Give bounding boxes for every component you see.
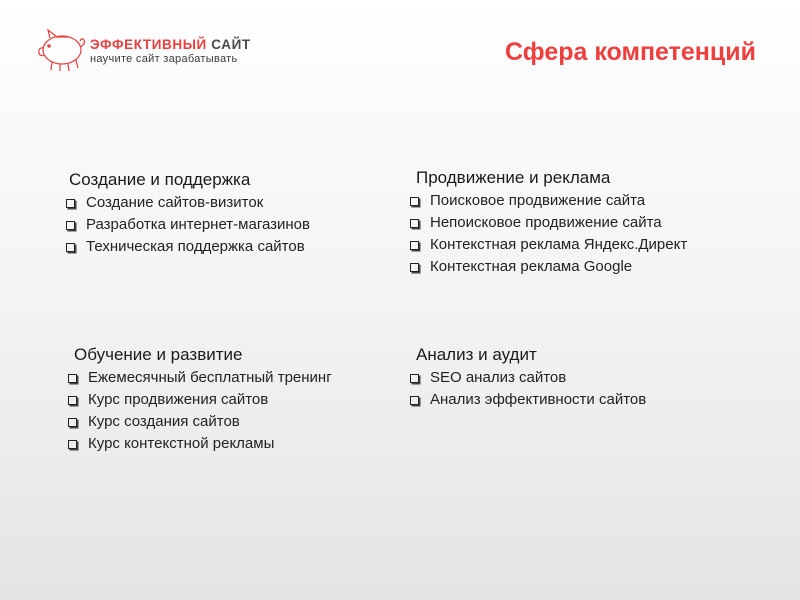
section-promotion-advertising xyxy=(410,168,687,278)
list-item-text: Контекстная реклама Яндекс.Директ xyxy=(430,236,688,253)
list-item xyxy=(68,389,332,411)
list-item xyxy=(410,234,687,256)
bullet-list xyxy=(66,192,310,258)
checkbox-bullet-icon xyxy=(66,199,75,208)
logo-brand-part2: САЙТ xyxy=(211,37,251,52)
logo-brand-name xyxy=(90,37,251,52)
list-item-text: Контекстная реклама Google xyxy=(430,258,633,275)
list-item xyxy=(68,411,332,433)
section-training-development xyxy=(68,345,332,455)
list-item-text: Анализ эффективности сайтов xyxy=(430,391,647,408)
section-heading: Обучение и развитие xyxy=(74,345,243,364)
section-heading: Создание и поддержка xyxy=(69,170,251,189)
bullet-list xyxy=(410,190,687,278)
list-item xyxy=(410,190,687,212)
piggy-bank-icon xyxy=(36,20,88,76)
list-item-text: Ежемесячный бесплатный тренинг xyxy=(88,369,332,386)
bullet-list xyxy=(410,367,646,411)
list-item-text: Создание сайтов-визиток xyxy=(86,194,264,211)
list-item-text: Курс продвижения сайтов xyxy=(88,391,269,408)
site-logo xyxy=(36,20,276,76)
list-item-text: Поисковое продвижение сайта xyxy=(430,192,646,209)
checkbox-bullet-icon xyxy=(410,396,419,405)
logo-tagline: научите сайт зарабатывать xyxy=(90,53,238,65)
list-item xyxy=(66,236,310,258)
list-item xyxy=(410,212,687,234)
section-heading: Продвижение и реклама xyxy=(416,168,611,187)
list-item-text: Курс контекстной рекламы xyxy=(88,435,275,452)
list-item-text: Техническая поддержка сайтов xyxy=(86,238,305,255)
bullet-list xyxy=(68,367,332,455)
checkbox-bullet-icon xyxy=(410,197,419,206)
list-item-text: Разработка интернет-магазинов xyxy=(86,216,310,233)
checkbox-bullet-icon xyxy=(410,374,419,383)
checkbox-bullet-icon xyxy=(68,440,77,449)
list-item xyxy=(410,256,687,278)
list-item xyxy=(410,367,646,389)
checkbox-bullet-icon xyxy=(66,243,75,252)
list-item xyxy=(68,367,332,389)
list-item xyxy=(66,192,310,214)
list-item xyxy=(66,214,310,236)
list-item xyxy=(410,389,646,411)
checkbox-bullet-icon xyxy=(68,418,77,427)
checkbox-bullet-icon xyxy=(68,374,77,383)
list-item xyxy=(68,433,332,455)
list-item-text: Курс создания сайтов xyxy=(88,413,240,430)
page-title: Сфера компетенций xyxy=(505,38,756,66)
section-analysis-audit xyxy=(410,345,646,411)
list-item-text: SEO анализ сайтов xyxy=(430,369,567,386)
logo-brand-part1: ЭФФЕКТИВНЫЙ xyxy=(90,37,207,52)
checkbox-bullet-icon xyxy=(410,263,419,272)
section-heading: Анализ и аудит xyxy=(416,345,537,364)
checkbox-bullet-icon xyxy=(66,221,75,230)
section-creation-support xyxy=(66,170,310,258)
checkbox-bullet-icon xyxy=(68,396,77,405)
list-item-text: Непоисковое продвижение сайта xyxy=(430,214,662,231)
checkbox-bullet-icon xyxy=(410,241,419,250)
checkbox-bullet-icon xyxy=(410,219,419,228)
